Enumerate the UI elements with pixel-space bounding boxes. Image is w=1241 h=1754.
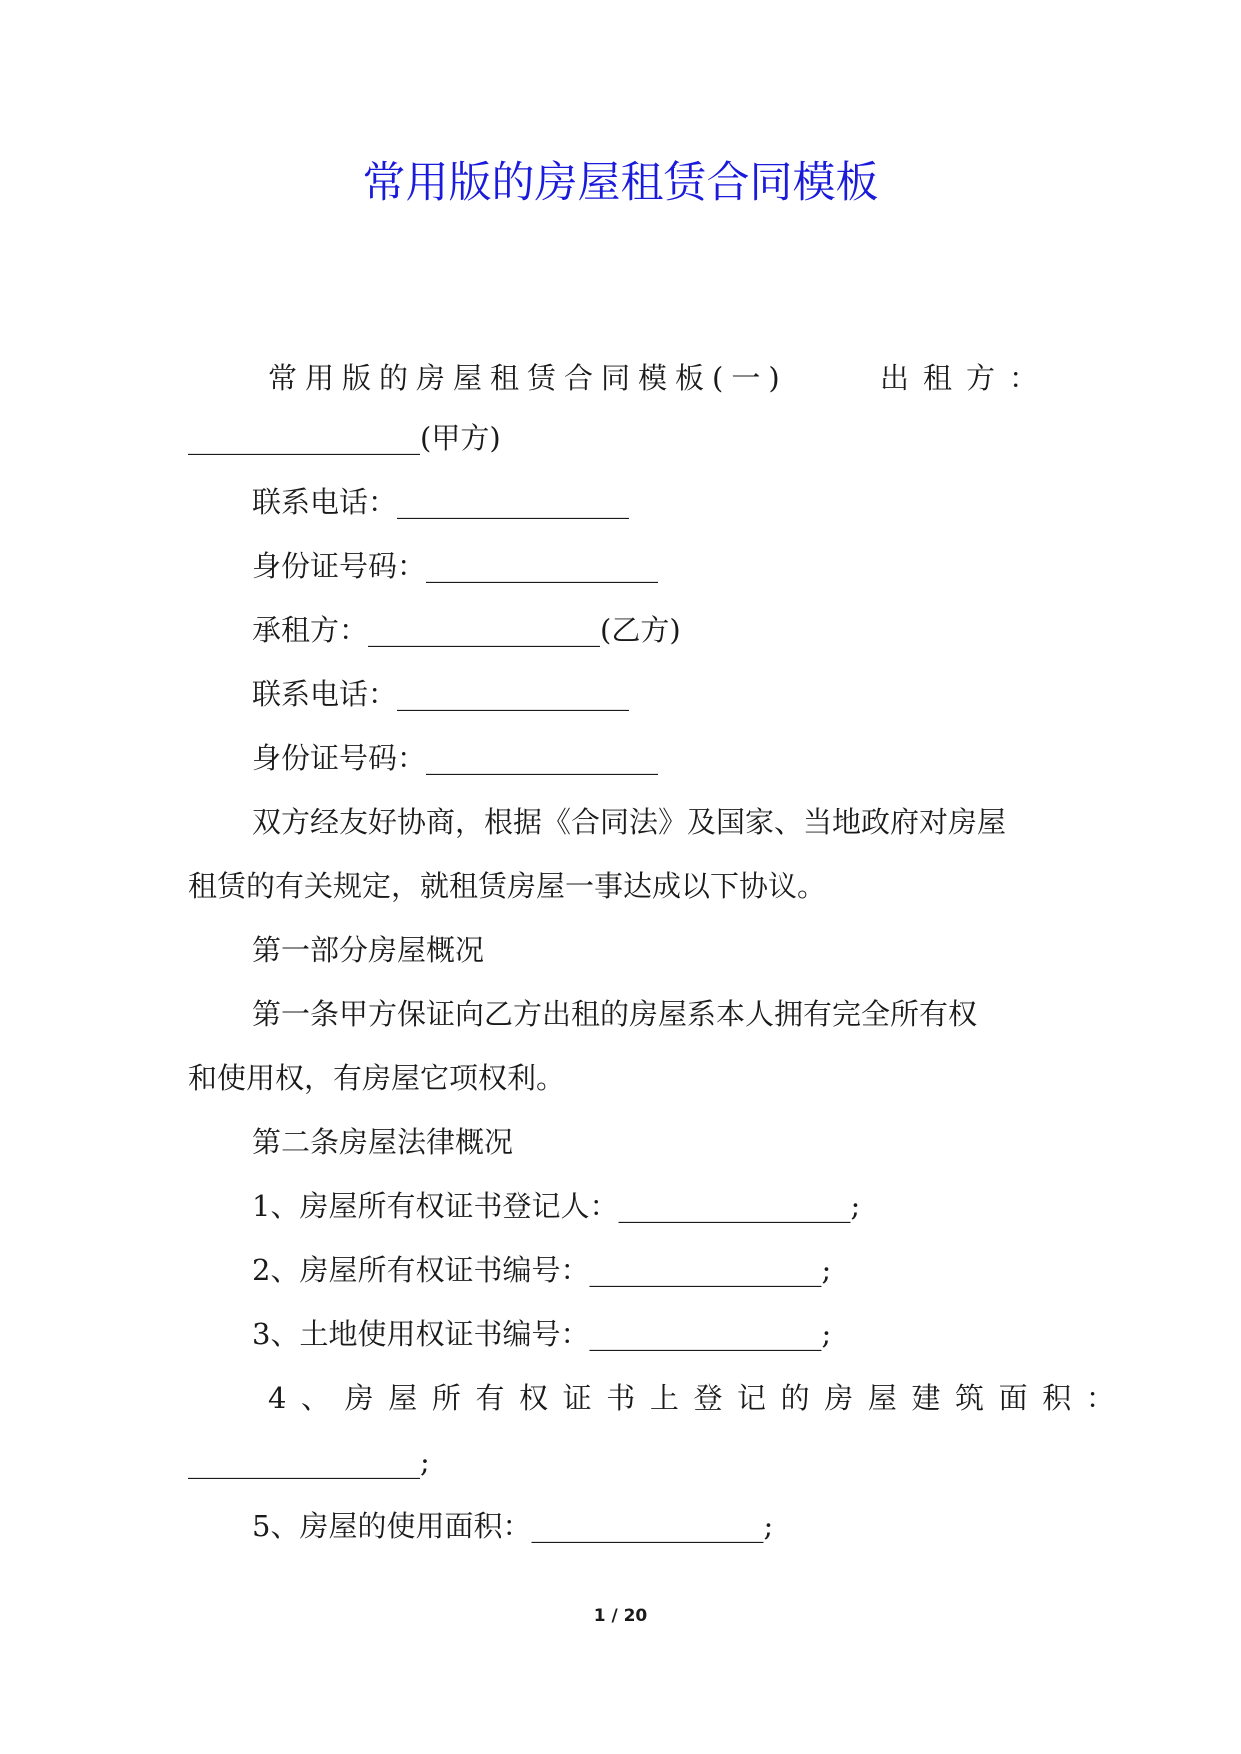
lessee-phone: 联系电话：________________ <box>252 677 630 711</box>
section-heading-line <box>268 358 1052 398</box>
lessor-id: 身份证号码：________________ <box>252 549 659 583</box>
item-3: 3、土地使用权证书编号：________________; <box>252 1317 832 1351</box>
document-title: 常用版的房屋租赁合同模板 <box>362 158 879 208</box>
agreement-paragraph-line2: 租赁的有关规定，就租赁房屋一事达成以下协议。 <box>188 869 827 903</box>
article-one-line1: 第一条甲方保证向乙方出租的房屋系本人拥有完全所有权 <box>252 997 978 1031</box>
lessor-name-blank: ________________(甲方) <box>188 421 501 455</box>
lessor-label: 出租方： <box>879 361 1052 395</box>
agreement-paragraph-line1: 双方经友好协商，根据《合同法》及国家、当地政府对房屋 <box>252 805 1007 839</box>
item-5: 5、房屋的使用面积：________________; <box>252 1509 774 1543</box>
page-number: 1 / 20 <box>593 1606 648 1626</box>
lessee-name: 承租方：________________(乙方) <box>252 613 681 647</box>
article-one-line2: 和使用权，有房屋它项权利。 <box>188 1061 566 1095</box>
item-1: 1、房屋所有权证书登记人：________________; <box>252 1189 861 1223</box>
item-2: 2、房屋所有权证书编号：________________; <box>252 1253 832 1287</box>
item-4-text: 4、房屋所有权证书上登记的房屋建筑面积： <box>268 1381 1130 1415</box>
item-4-line1 <box>268 1378 1130 1418</box>
section-heading: 常用版的房屋租赁合同模板(一) <box>268 361 788 395</box>
lessor-phone: 联系电话：________________ <box>252 485 630 519</box>
item-4-line2: ________________; <box>188 1445 430 1479</box>
article-two-heading: 第二条房屋法律概况 <box>252 1125 514 1159</box>
lessee-id: 身份证号码：________________ <box>252 741 659 775</box>
part-one-heading: 第一部分房屋概况 <box>252 933 485 967</box>
